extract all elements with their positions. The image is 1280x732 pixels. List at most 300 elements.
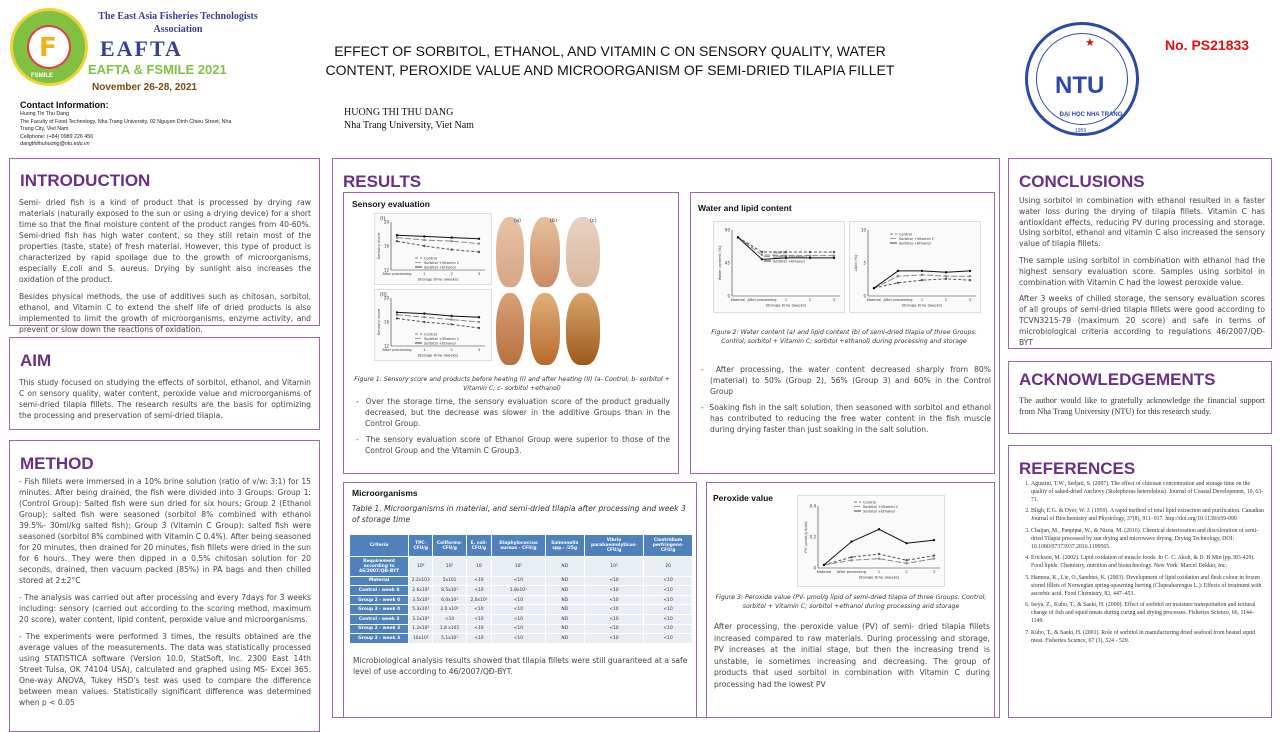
table-header-cell: Salmonella spp.- /25g — [545, 535, 584, 557]
bullet-item: - After processing, the water content decreased sharply from 80% (material) to 50% (Group 2), 56% (Group 3) and 60% in the Control Group — [701, 365, 991, 396]
x-tick-label: 1 — [920, 298, 924, 302]
legend-label: Sorbitol +Vitamin C — [773, 254, 809, 259]
data-point — [878, 553, 880, 555]
y-tick-label: 0 — [863, 293, 866, 299]
method-paragraph: - Fish fillets were immersed in a 10% brine solution (ratio of v/w: 3:1) for 15 minutes. After being drained, the fish were divided into 3 Groups: Group 1: (Control Group): Salted fish were sun dried for six hours; Group 2 (Ethanol Group): salted fish were seasoned (sorbitol 8% combined with ethanol 39.5%- 30ml/kg salted fish); Group 3 (Vitamin C Group): salted fish were seasoned (sorbitol 8% combined with Vitamin C 0.4%). After being seasoned for 20 minutes, then drained for 20 minutes, fish fillets were dried in the sun for 6 hours. They were then dipped in a 0.5% chitosan solution for 20 seconds, drained, then vacuum packed (85%) in PA bags and then chilled stored at 2±2°C — [19, 477, 312, 585]
table-cell: <10 — [584, 595, 644, 605]
data-point — [873, 287, 875, 289]
conclusions-paragraph: The sample using sorbitol in combination with ethanol had the highest sensory evaluation score. Samples using sorbitol in combination with Vitamin C had the lowest peroxide value. — [1019, 255, 1265, 287]
x-tick-label: 2 — [450, 348, 453, 352]
table-cell: 6,0x10¹ — [433, 595, 467, 605]
y-tick-label: 12 — [383, 343, 389, 349]
x-tick-label: 1 — [423, 272, 426, 276]
table-cell: <10 — [644, 576, 693, 586]
sensory-bullets — [356, 396, 670, 461]
table-cell: <10 — [644, 595, 693, 605]
data-point — [423, 321, 425, 323]
panel-label: (c) — [590, 218, 597, 224]
data-point — [933, 558, 935, 560]
data-point — [423, 312, 425, 314]
data-point — [423, 239, 425, 241]
table-cell: <10 — [644, 634, 693, 644]
x-tick-label: 2 — [450, 272, 453, 276]
contact-line: The Faculty of Food Technology, Nha Trang University, 02 Nguyen Dinh Chieu Street, Nha — [20, 118, 232, 125]
microorganisms-text: Microbiological analysis results showed that tilapia fillets were still guaranteed at a safe level of use according to 46/2007/QĐ-BYT. — [353, 656, 688, 676]
data-point — [833, 257, 835, 259]
reference-item: 7. Kubo, T., & Saeki, H. (2001). Role of sorbitol in manufacturing dried seafood from heated squid meat. Fisheries Science, 67 (3), 524 - 529. — [1031, 630, 1265, 646]
table-cell: ND — [545, 557, 584, 577]
peroxide-text: After processing, the peroxide value (PV) of semi- dried tilapia fillets increased compared to raw materials. During processing and storage, PV increases at the initial stage, but then the increasing trend is unstable, ie sometimes increasing and decreasing. The group of products that used sorbitol in combination with Vitamin C during processing had the lowest PV — [714, 622, 990, 689]
table-cell: <10 — [466, 634, 491, 644]
sensory-title: Sensory evaluation — [352, 199, 430, 209]
logo-letter: F — [39, 33, 57, 63]
x-tick-label: 2 — [944, 298, 948, 302]
table-cell: 1,8 x101 — [433, 624, 467, 634]
legend-label: Sorbitol +Vitamin C — [863, 504, 899, 509]
table-cell: 1,8x10¹ — [491, 586, 545, 596]
table-cell: <10 — [491, 624, 545, 634]
table-cell: <10 — [584, 624, 644, 634]
table-cell: <10 — [491, 576, 545, 586]
table-cell: <10 — [491, 634, 545, 644]
method-paragraph: - The analysis was carried out after processing and every 7days for 3 weeks including: sensory (carried out according to the scoring method, maximum 20 score), water content, lipid content, peroxide value and microorganisms. — [19, 593, 311, 624]
event-dates: November 26-28, 2021 — [92, 82, 198, 93]
table-cell: ND — [545, 595, 584, 605]
ntu-logo — [1025, 22, 1139, 136]
table-row — [350, 576, 693, 586]
fillet-photo — [566, 293, 600, 365]
contact-line: Trang City, Viet Nam — [20, 126, 69, 133]
table-cell: <10 — [491, 595, 545, 605]
table-cell: Group 2 - week 0 — [350, 595, 409, 605]
table-cell: 10² — [584, 557, 644, 577]
table-cell: 5,1x10¹ — [433, 634, 467, 644]
legend-label: Sorbitol +Vitamin C — [424, 260, 460, 265]
data-point — [833, 251, 835, 253]
introduction-body — [19, 197, 311, 341]
table-cell: <10 — [491, 614, 545, 624]
data-point — [450, 248, 452, 250]
series-line — [397, 312, 479, 317]
x-axis-label: Storage time (weeks) — [417, 352, 459, 358]
figure-2-caption: Figure 2: Water content (a) and lipid content (b) of semi-dried tilapia of three Groups: Control; sorbitol + Vitamin C; sorbitol +ethanol) during processing and storage — [711, 329, 977, 345]
conclusions-body — [1019, 196, 1265, 354]
table-cell: 2.6x10³ — [409, 586, 433, 596]
x-tick-label: Material — [730, 298, 746, 302]
conclusions-heading: CONCLUSIONS — [1019, 172, 1145, 191]
table-cell: Group 2 - week 3 — [350, 624, 409, 634]
data-point — [396, 234, 398, 236]
table-cell: <10 — [584, 605, 644, 615]
x-tick-label: 1 — [877, 570, 881, 574]
table-cell: <10 — [466, 576, 491, 586]
table-header-row — [350, 535, 693, 557]
table-cell: ND — [545, 624, 584, 634]
y-tick-label: 10 — [860, 227, 866, 233]
logo-inner-circle — [27, 25, 71, 69]
y-tick-label: 20 — [383, 219, 389, 225]
table-row — [350, 605, 693, 615]
data-point — [905, 562, 907, 564]
x-axis-label: Storage time (weeks) — [858, 574, 900, 580]
data-point — [450, 240, 452, 242]
data-point — [921, 274, 923, 276]
x-tick-label: After processing — [836, 570, 867, 574]
series-line — [397, 318, 479, 328]
x-tick-label: After processing — [883, 298, 913, 302]
peroxide-chart — [797, 495, 945, 587]
sensory-panel — [343, 192, 679, 474]
data-point — [423, 316, 425, 318]
legend-label: Sorbitol +Vitamin C — [424, 336, 460, 341]
x-tick-label: 3 — [477, 348, 481, 352]
table-cell: 2.0 x10¹ — [433, 605, 467, 615]
table-row — [350, 614, 693, 624]
lipid-content-chart — [849, 221, 981, 313]
data-point — [450, 323, 452, 325]
data-point — [761, 251, 763, 253]
figure-3-caption: Figure 3: Peroxide value (PV- μmol/g lipid of semi-dried tilapia of three Groups: Control; sorbitol + Vitamin C; sorbitol +ethanol during processing and storage — [715, 594, 987, 610]
table-cell: 3.1x10³ — [409, 614, 433, 624]
data-point — [396, 240, 398, 242]
data-point — [969, 279, 971, 281]
table-header-cell: Clostridium perfringens- CFU/g — [644, 535, 693, 557]
ntu-logo-inner — [1036, 33, 1128, 134]
legend-label: Control — [424, 256, 437, 261]
org-name: The East Asia Fisheries Technologists Association — [98, 11, 258, 35]
y-axis-label: PV (μmol/g lipid) — [803, 521, 808, 553]
data-point — [450, 318, 452, 320]
data-point — [396, 236, 398, 238]
table-cell: <10 — [584, 586, 644, 596]
microorganisms-table — [349, 534, 693, 644]
contact-info — [20, 111, 280, 149]
table-cell: <10 — [466, 586, 491, 596]
water-bullets — [701, 364, 991, 440]
table-header-cell: Vibrio parahaemolyticus- CFU/g — [584, 535, 644, 557]
data-point — [809, 251, 811, 253]
data-point — [897, 270, 899, 272]
conclusions-paragraph: Using sorbitol in combination with ethanol resulted in a faster water loss during the drying of tilapia fillets. Vitamin C has antioxidant effects, reducing PV during processing and storage. Using sorbitol, ethanol and vitamin C also increased the sensory value of tilapia fillets. — [1019, 196, 1265, 249]
reference-item: 5. Hamrea, K., Lie, O.,Sandnes, K. (2003). Development of lipid oxidation and flesh colour in frozen stored fillets of Norwegian spring-spawning herring (Clupeaharengus L.): Effects of treatment with ascorbic acid. Food Chemistry, 82, 447–453. — [1031, 575, 1265, 598]
table-cell: 2,0x10¹ — [466, 595, 491, 605]
contact-email: dangthithuhuong@ntu.edu.vn — [20, 141, 90, 148]
table-cell: Group 3 - week 3 — [350, 634, 409, 644]
x-tick-label: 2 — [905, 570, 908, 574]
data-point — [423, 235, 425, 237]
x-tick-label: 3 — [932, 570, 936, 574]
data-point — [809, 257, 811, 259]
y-axis-label: Lipid (%) — [853, 254, 858, 272]
method-heading: METHOD — [20, 454, 94, 473]
reference-item: 2. Bligh, E.G. & Dyer, W. J. (1959). A rapid method of total lipid extraction and purification. Canadian Journal of Biochemistry and Physiology, 37(8), 911–917. http://doi.org/10.1139/o59-099 — [1031, 508, 1265, 524]
bullet-item: - The sensory evaluation score of Ethanol Group were superior to those of the Control Group and the Vitamin C Group3. — [356, 435, 670, 455]
y-tick-label: 0.4 — [809, 503, 816, 509]
data-point — [969, 270, 971, 272]
author-name: HUONG THI THU DANG — [344, 107, 454, 118]
panel-label: (I) — [380, 216, 386, 222]
contact-line: Cellphone: (+84) 0989 226 456 — [20, 133, 94, 140]
data-point — [478, 242, 480, 244]
legend-label: Control — [863, 500, 876, 505]
data-point — [945, 275, 947, 277]
aim-panel — [9, 337, 320, 430]
table-cell: 10² — [491, 557, 545, 577]
x-tick-label: 3 — [832, 298, 836, 302]
table-cell: Group 3 - week 0 — [350, 605, 409, 615]
fillet-photo — [530, 293, 560, 365]
fillet-photo — [530, 217, 560, 287]
data-point — [478, 321, 480, 323]
x-tick-label: 1 — [423, 348, 426, 352]
water-lipid-title: Water and lipid content — [698, 203, 792, 213]
author-block — [344, 106, 474, 132]
x-tick-label: 2 — [808, 298, 812, 302]
legend-label: Sorbitol +Vitamin C — [899, 236, 935, 241]
star-icon: ★ — [1085, 36, 1095, 49]
data-point — [478, 327, 480, 329]
fillet-photo — [496, 293, 524, 365]
y-tick-label: 0.2 — [809, 534, 816, 540]
results-heading: RESULTS — [343, 172, 422, 191]
water-lipid-panel — [690, 192, 995, 474]
conclusions-panel — [1008, 158, 1272, 349]
method-body — [19, 476, 311, 714]
reference-item: 6. Iseya, Z., Kubo, T., & Saeki, H. (2000). Effect of sorbitol on moisture transportation and textural change of fish and squid meats during curing and drying processes. Fisheries Science, 66, 1144-1149. — [1031, 602, 1265, 625]
data-point — [396, 311, 398, 313]
series-line — [874, 275, 970, 288]
table-cell: <10 — [644, 624, 693, 634]
x-axis-label: Storage time (weeks) — [417, 276, 459, 282]
fsmile-logo — [10, 8, 88, 86]
data-point — [878, 558, 880, 560]
introduction-heading: INTRODUCTION — [20, 171, 151, 190]
introduction-panel — [9, 158, 320, 334]
ntu-logo-text: NTU — [1055, 72, 1105, 99]
contact-line: Huong Thi Thu Dang — [20, 111, 69, 117]
panel-label: (II) — [380, 292, 387, 298]
references-list — [1021, 481, 1265, 649]
data-point — [478, 251, 480, 253]
table-header-cell: Coliforms- CFU/g — [433, 535, 467, 557]
table-header-cell: Criteria — [350, 535, 409, 557]
sensory-chart-1 — [374, 213, 492, 285]
legend-label: Sorbitol +Ethanol — [424, 265, 456, 270]
data-point — [921, 270, 923, 272]
table-header-cell: E. coli- CFU/g — [466, 535, 491, 557]
aim-body: This study focused on studying the effects of sorbitol, ethanol, and Vitamin C on sensory quality, water content, peroxide value and microorganisms of semi-dried tilapia fillets. The research results are the basis for optimizing the processing and preservation of semi-dried tilapia. — [19, 378, 311, 420]
conclusions-paragraph: After 3 weeks of chilled storage, the sensory evaluation scores of all groups of semi-dried tilapia fillets were good according to TCVN3215-79 (maximum 20 score) and safe in terms of microbiological criteria according to regulations 46/2007/QĐ-BYT — [1019, 294, 1265, 347]
peroxide-panel — [706, 482, 995, 718]
x-tick-label: Material — [866, 298, 882, 302]
method-paragraph: - The experiments were performed 3 times, the results obtained are the average values of the measurements. The data was statistically processed using STATISTICA software (Version 10.0, StatSoft, Inc. 2300 East 14th Street Tulsa, OK 74104 USA), calculated and graphed using MS- Excel 365. One-way ANOVA, Tukey HSD's test was used to compare the difference between mean values. Statistically significant difference was determined when p < 0.05 — [19, 632, 311, 707]
ntu-name: ĐẠI HỌC NHA TRANG — [1059, 112, 1123, 118]
bullet-item: - Over the storage time, the sensory evaluation score of the product gradually decreased, but the decrease was slower in the additive Groups than in the Control Group. — [356, 397, 670, 428]
table-header-cell: Staphylococcus aureus - CFU/g — [491, 535, 545, 557]
legend-label: Control — [899, 232, 912, 237]
panel-label: (b) — [550, 218, 558, 224]
peroxide-title: Peroxide value — [713, 493, 774, 503]
table-cell: 5.3x10³ — [409, 605, 433, 615]
event-name: EAFTA & FSMILE 2021 — [88, 62, 227, 77]
y-tick-label: 20 — [383, 295, 389, 301]
table-cell: Control - week 3 — [350, 614, 409, 624]
table-cell: <10 — [584, 634, 644, 644]
legend-label: Control — [773, 250, 786, 255]
contact-title: Contact Information: — [20, 100, 109, 110]
references-panel — [1008, 445, 1272, 718]
microorganisms-panel — [343, 482, 697, 718]
fillet-photo — [566, 217, 600, 287]
table-cell: 10⁶ — [409, 557, 433, 577]
data-point — [933, 554, 935, 556]
introduction-paragraph: Besides physical methods, the use of additives such as chitosan, sorbitol, ethanol, and Vitamin C to extend the shelf life of dried products is also implemented to limit the growth of microorganisms, enzyme activity, and prevent or slow down the reactions of oxidation. — [19, 292, 311, 334]
aim-heading: AIM — [20, 351, 52, 370]
table-cell: Control - week 0 — [350, 586, 409, 596]
data-point — [450, 236, 452, 238]
water-content-chart — [713, 221, 845, 313]
y-axis-label: Sensory score — [376, 308, 381, 336]
poster-number: No. PS21833 — [1165, 37, 1250, 53]
table-row — [350, 557, 693, 577]
data-point — [933, 539, 935, 541]
method-panel — [9, 440, 320, 732]
reference-item: 3. Chaijan, M., Panpipat, W., & Nisoa, M. (2016). Chemical deterioration and discoloration of semi-dried Tilapia processed by sun drying and microwave drying. Drying Technology, DOI: 10.1080/07373937.2016.1199565 — [1031, 528, 1265, 551]
table-cell: 10 — [466, 557, 491, 577]
eafta-logo-text: EAFTA — [100, 36, 183, 61]
table-cell: <10 — [466, 614, 491, 624]
data-point — [969, 275, 971, 277]
references-heading: REFERENCES — [1019, 459, 1136, 478]
poster-title: EFFECT OF SORBITOL, ETHANOL, AND VITAMIN C ON SENSORY QUALITY, WATER CONTENT, PEROXIDE VALUE AND MICROORGANISM OF SEMI-DRIED TILAPIA FILLET — [325, 43, 895, 78]
bullet-item: - Soaking fish in the salt solution, then seasoned with sorbitol and ethanol has contributed to reducing the free water content in the fish muscle during drying faster than just soaking in the salt solution. — [701, 403, 991, 434]
y-tick-label: 0 — [727, 293, 730, 299]
table-cell: 3.5x10³ — [409, 595, 433, 605]
data-point — [823, 564, 825, 566]
data-point — [478, 238, 480, 240]
table-cell: <10 — [584, 576, 644, 586]
table-cell: <10 — [466, 605, 491, 615]
data-point — [737, 236, 739, 238]
x-tick-label: 1 — [784, 298, 788, 302]
table-row — [350, 586, 693, 596]
data-point — [396, 317, 398, 319]
figure-1-caption: Figure 1: Sensory score and products before heating (I) and after heating (II) (a- Control; b- sorbitol + Vitamin C; c- sorbitol +ethanol) — [354, 376, 670, 392]
table-cell: 1.2x10³ — [409, 624, 433, 634]
table-cell: 20 — [644, 557, 693, 577]
data-point — [878, 528, 880, 530]
reference-item: 4. Erickson, M. (2002). Lipid oxidation of muscle foods. In C. C. Akoh, & D. B Min (pp.383-429). Food lipids: Chemistry, nutrition and biotechnology. New York: Marcel Dekker, Inc. — [1031, 555, 1265, 571]
table-cell: Material — [350, 576, 409, 586]
data-point — [905, 542, 907, 544]
x-tick-label: After processing — [382, 272, 412, 276]
x-axis-label: Storage time (weeks) — [765, 302, 807, 308]
data-point — [833, 254, 835, 256]
data-point — [897, 275, 899, 277]
y-tick-label: 90 — [724, 227, 730, 233]
data-point — [945, 278, 947, 280]
data-point — [396, 314, 398, 316]
y-tick-label: 0 — [813, 565, 816, 571]
ntu-year: 1959 — [1075, 128, 1087, 134]
acknowledgements-panel — [1008, 361, 1272, 434]
legend-label: Sorbitol +Ethanol — [863, 509, 895, 514]
table-cell: 10² — [433, 557, 467, 577]
x-tick-label: 3 — [968, 298, 972, 302]
data-point — [850, 540, 852, 542]
data-point — [809, 254, 811, 256]
legend-label: Sorbitol +Ethanol — [773, 259, 805, 264]
acknowledgements-text: The author would like to gratefully acknowledge the financial support from Nha Trang University (NTU) for this research study. — [1019, 396, 1265, 416]
acknowledgements-heading: ACKNOWLEDGEMENTS — [1019, 370, 1216, 389]
table-cell: <10 — [466, 624, 491, 634]
fillet-photo — [496, 217, 524, 287]
data-point — [761, 254, 763, 256]
data-point — [897, 282, 899, 284]
y-tick-label: 16 — [383, 243, 389, 249]
x-tick-label: After processing — [382, 348, 412, 352]
table-cell: <10 — [644, 586, 693, 596]
table-cell: 8,5x10¹ — [433, 586, 467, 596]
table-cell: <10 — [584, 614, 644, 624]
x-tick-label: After processing — [747, 298, 777, 302]
introduction-paragraph: Semi- dried fish is a kind of product that is processed by drying raw materials (naturally exposed to the sun or using a drying device) for a short time so that the final moisture content of the product ranges from 40-60%. Semi-dried fish has high water content, so they still retain most of the properties (taste, state) of fresh material. However, this type of product is characterized by rapid spoilage due to the growth of microorganisms, especially E.coli and S. aureus. Drying by sunlight also increases the oxidation of the product. — [19, 198, 311, 284]
y-axis-label: Water content (%) — [717, 245, 722, 281]
table-cell: <10 — [644, 605, 693, 615]
table-cell: Requirement according to 46/2007/QĐ-BYT — [350, 557, 409, 577]
y-axis-label: Sensory score — [376, 232, 381, 260]
table-row — [350, 624, 693, 634]
data-point — [850, 559, 852, 561]
table-row — [350, 595, 693, 605]
microorganisms-title: Microorganisms — [352, 488, 418, 498]
data-point — [423, 245, 425, 247]
sensory-chart-2 — [374, 289, 492, 361]
reference-item: 1. Agustini, T.W., Sedjati, S. (2007). The effect of chitosan concentration and storage time on the quality of salted-dried Anchovy (Stolephorus heterolobus). Journal of Coastal Development, 10, 63-71. — [1031, 481, 1265, 504]
table-row — [350, 634, 693, 644]
table-cell: 2.2x103 — [409, 576, 433, 586]
data-point — [450, 315, 452, 317]
table-cell: ND — [545, 586, 584, 596]
table-cell: ND — [545, 605, 584, 615]
data-point — [905, 559, 907, 561]
data-point — [921, 279, 923, 281]
table-cell: ND — [545, 576, 584, 586]
legend-label: Sorbitol +Ethanol — [899, 241, 931, 246]
table-cell: ND — [545, 634, 584, 644]
table-caption: Table 1. Microorganisms in material, and semi-dried tilapia after processing and week 3 of storage time — [352, 504, 686, 524]
y-tick-label: 5 — [863, 260, 866, 266]
table-cell: <10 — [491, 605, 545, 615]
data-point — [478, 316, 480, 318]
x-tick-label: 3 — [477, 272, 481, 276]
x-tick-label: Material — [816, 570, 832, 574]
table-cell: 10x10² — [409, 634, 433, 644]
table-header-cell: TPC- CFU/g — [409, 535, 433, 557]
logo-ring-text: FSMILE — [31, 73, 53, 79]
author-affiliation: Nha Trang University, Viet Nam — [344, 120, 474, 131]
legend-label: Sorbitol +Ethanol — [424, 341, 456, 346]
data-point — [761, 258, 763, 260]
x-axis-label: Storage time (weeks) — [901, 302, 943, 308]
data-point — [850, 556, 852, 558]
y-tick-label: 12 — [383, 267, 389, 273]
table-cell: 5x101 — [433, 576, 467, 586]
panel-label: (a) — [514, 218, 521, 224]
table-cell: ND — [545, 614, 584, 624]
table-cell: <10 — [644, 614, 693, 624]
series-line — [397, 315, 479, 322]
